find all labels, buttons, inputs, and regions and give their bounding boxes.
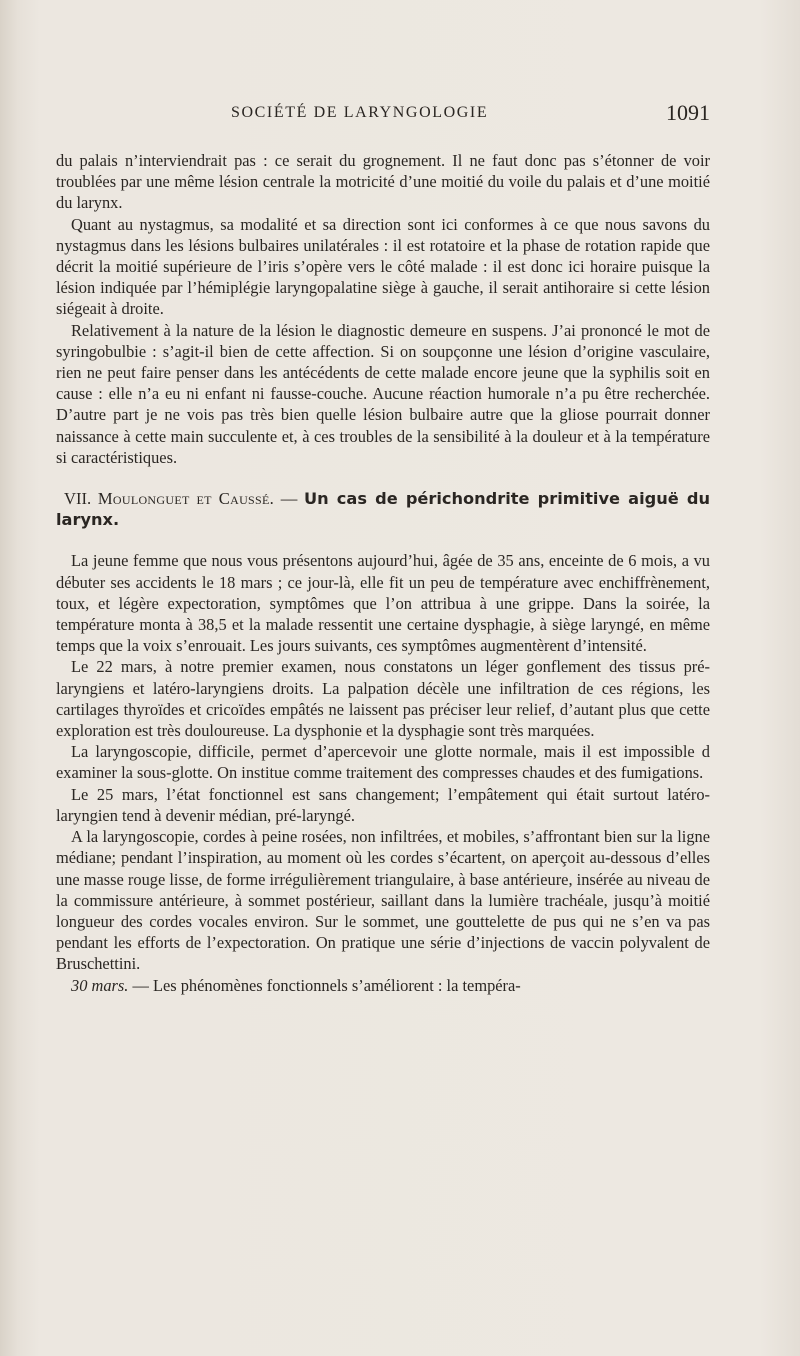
- paragraph: La laryngoscopie, difficile, permet d’apercevoir une glotte normale, mais il est impossible d examiner la sous-glotte. On institue comme traitement des compresses chaudes et des fumigations.: [56, 742, 710, 783]
- section-heading: [56, 488, 710, 530]
- running-title: SOCIÉTÉ DE LARYNGOLOGIE: [231, 104, 489, 121]
- paragraph: La jeune femme que nous vous présentons aujourd’hui, âgée de 35 ans, enceinte de 6 mois, a vu débuter ses accidents le 18 mars ; ce jour-là, elle fit un peu de température avec enchiffrènement, toux, et légère expectoration, symptômes que l’on attribua à une grippe. Dans la soirée, la température monta à 38,5 et la malade ressentit une certaine dysphagie, à siège laryngé, en même temps que la voix s’enrouait. Les jours suivants, ces symptômes augmentèrent d’intensité.: [56, 551, 710, 656]
- date-label: 30 mars.: [71, 975, 129, 995]
- paragraph: du palais n’interviendrait pas : ce serait du grognement. Il ne faut donc pas s’étonner de voir troublées par une même lésion centrale la motricité d’une moitié du voile du palais et d’une moitié du larynx.: [56, 151, 710, 213]
- paragraph-text: — Les phénomènes fonctionnels s’améliorent : la tempéra-: [128, 975, 521, 995]
- paragraph: Le 25 mars, l’état fonctionnel est sans changement; l’empâtement qui était surtout latéro-laryngien tend à devenir médian, pré-laryngé.: [56, 784, 710, 825]
- paragraph: Relativement à la nature de la lésion le diagnostic demeure en suspens. J’ai prononcé le mot de syringobulbie : s’agit-il bien de cette affection. Si on soupçonne une lésion d’origine vasculaire, rien ne peut faire penser dans les antécédents de cette malade encore jeune que la syphilis soit en cause : elle n’a eu ni enfant ni fausse-couche. Aucune réaction humorale n’a pu être recherchée. D’autre part je ne vois pas très bien quelle lésion bulbaire autre que la gliose pourrait donner naissance à cette main succulente et, à ces troubles de la sensibilité à la douleur et à la température si caractéristiques.: [56, 320, 710, 467]
- section-title: Un cas de périchondrite primitive aiguë du larynx.: [56, 489, 710, 530]
- section-dash: —: [280, 489, 298, 509]
- paragraph-last: [56, 975, 710, 996]
- section-authors: Moulonguet et Caussé.: [97, 489, 275, 509]
- paragraph: Quant au nystagmus, sa modalité et sa direction sont ici conformes à ce que nous savons du nystagmus dans les lésions bulbaires unilatérales : il est rotatoire et la phase de rotation rapide que décrit la moitié supérieure de l’iris s’opère vers le côté malade : il est donc ici horaire puisque la lésion indiquée par l’hémiplégie laryngopalatine siège à gauche, il serait antihoraire si cette lésion siégeait à droite.: [56, 214, 710, 319]
- page-header: [56, 100, 710, 126]
- body-text: [56, 150, 710, 996]
- page-number: 1091: [666, 100, 710, 125]
- paragraph: Le 22 mars, à notre premier examen, nous constatons un léger gonflement des tissus pré-laryngiens et latéro-laryngiens droits. La palpation décèle une infiltration de ces régions, les cartilages thyroïdes et cricoïdes empâtés ne laissent pas préciser leur relief, d’autant plus que cette exploration est très douloureuse. La dysphonie et la dysphagie sont très marquées.: [56, 657, 710, 741]
- paragraph: A la laryngoscopie, cordes à peine rosées, non infiltrées, et mobiles, s’affrontant bien sur la ligne médiane; pendant l’inspiration, au moment où les cordes s’écartent, on aperçoit au-dessous d’elles une masse rouge lisse, de forme irrégulièrement triangulaire, à base antérieure, insérée au niveau de la commissure antérieure, à sommet postérieur, saillant dans la lumière trachéale, jusqu’à moitié longueur des cordes vocales environ. Sur le sommet, une gouttelette de pus qui ne s’en va pas pendant les efforts de l’expectoration. On pratique une série d’injections de vaccin polyvalent de Bruschettini.: [56, 827, 710, 974]
- section-number: VII.: [64, 489, 92, 509]
